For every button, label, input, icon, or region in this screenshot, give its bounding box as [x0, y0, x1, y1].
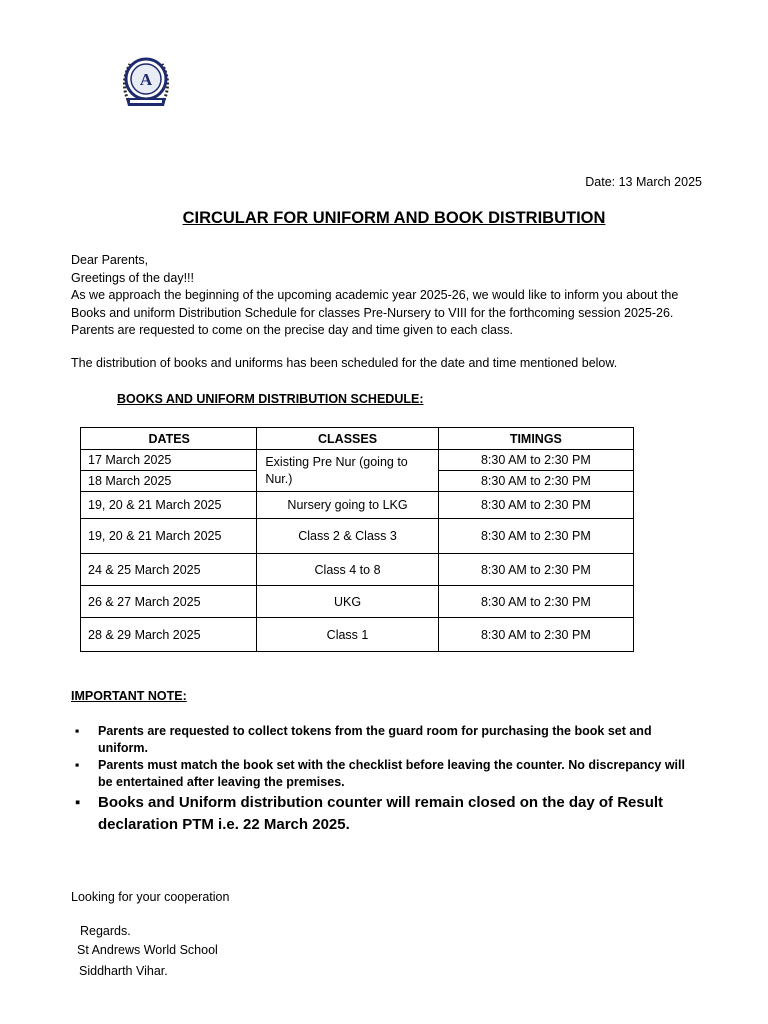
row-date: 28 & 29 March 2025: [81, 618, 257, 652]
note-text: Books and Uniform distribution counter will remain closed on the day of Result declaration PTM i.e. 22 March 2025.: [98, 794, 664, 833]
school-name: St Andrews World School: [77, 943, 218, 957]
regards-line: Regards.: [80, 924, 131, 938]
circular-title: CIRCULAR FOR UNIFORM AND BOOK DISTRIBUTION: [182, 209, 606, 227]
column-header-timings: TIMINGS: [438, 428, 633, 450]
row-time: 8:30 AM to 2:30 PM: [438, 618, 633, 652]
table-row: [81, 618, 634, 652]
intro-line-2: Books and uniform Distribution Schedule for classes Pre-Nursery to VIII for the forthcoming session 2025-26.: [71, 305, 674, 320]
row-date: 18 March 2025: [81, 471, 257, 492]
list-item: [71, 757, 701, 791]
important-notes-list: [71, 723, 701, 836]
schedule-heading: BOOKS AND UNIFORM DISTRIBUTION SCHEDULE:: [117, 392, 424, 406]
column-header-dates: DATES: [81, 428, 257, 450]
intro-line-1: As we approach the beginning of the upcoming academic year 2025-26, we would like to inform you about the: [71, 288, 679, 302]
row-time: 8:30 AM to 2:30 PM: [438, 450, 633, 471]
logo-letter: A: [139, 70, 153, 89]
row-time: 8:30 AM to 2:30 PM: [438, 492, 633, 519]
row-class: Class 1: [257, 618, 438, 652]
note-text: Parents are requested to collect tokens from the guard room for purchasing the book set and uniform.: [98, 724, 652, 755]
list-item: [71, 792, 701, 836]
table-row: [81, 450, 634, 471]
row-time: 8:30 AM to 2:30 PM: [438, 471, 633, 492]
important-note-heading: IMPORTANT NOTE:: [71, 689, 187, 703]
table-header-row: [81, 428, 634, 450]
salutation: Dear Parents,: [71, 253, 149, 267]
distribution-text: The distribution of books and uniforms has been scheduled for the date and time mentioned below.: [71, 356, 618, 370]
row-date: 17 March 2025: [81, 450, 257, 471]
row-date: 19, 20 & 21 March 2025: [81, 492, 257, 519]
table-row: [81, 554, 634, 586]
row-class: UKG: [257, 586, 438, 618]
schedule-table: [80, 427, 634, 652]
note-text: Parents must match the book set with the checklist before leaving the counter. No discrepancy will be entertained after leaving the premises.: [98, 758, 685, 789]
table-row: [81, 492, 634, 519]
row-class: Existing Pre Nur (going to Nur.): [257, 450, 438, 492]
cooperation-line: Looking for your cooperation: [71, 890, 230, 904]
table-row: [81, 586, 634, 618]
row-time: 8:30 AM to 2:30 PM: [438, 554, 633, 586]
column-header-classes: CLASSES: [257, 428, 438, 450]
row-time: 8:30 AM to 2:30 PM: [438, 519, 633, 554]
row-class: Class 4 to 8: [257, 554, 438, 586]
row-date: 19, 20 & 21 March 2025: [81, 519, 257, 554]
greeting: Greetings of the day!!!: [71, 270, 194, 285]
row-class: Nursery going to LKG: [257, 492, 438, 519]
square-bullet-icon: ▪: [75, 724, 80, 738]
intro-line-3: Parents are requested to come on the precise day and time given to each class.: [71, 323, 513, 337]
letter-body: [71, 252, 711, 340]
school-location: Siddharth Vihar.: [79, 964, 168, 978]
school-crest-logo: [118, 52, 174, 112]
table-row: [81, 519, 634, 554]
row-class: Class 2 & Class 3: [257, 519, 438, 554]
circular-date: Date: 13 March 2025: [585, 175, 702, 189]
list-item: [71, 723, 701, 757]
row-time: 8:30 AM to 2:30 PM: [438, 586, 633, 618]
square-bullet-icon: ▪: [75, 794, 81, 811]
square-bullet-icon: ▪: [75, 758, 80, 772]
row-date: 24 & 25 March 2025: [81, 554, 257, 586]
row-date: 26 & 27 March 2025: [81, 586, 257, 618]
